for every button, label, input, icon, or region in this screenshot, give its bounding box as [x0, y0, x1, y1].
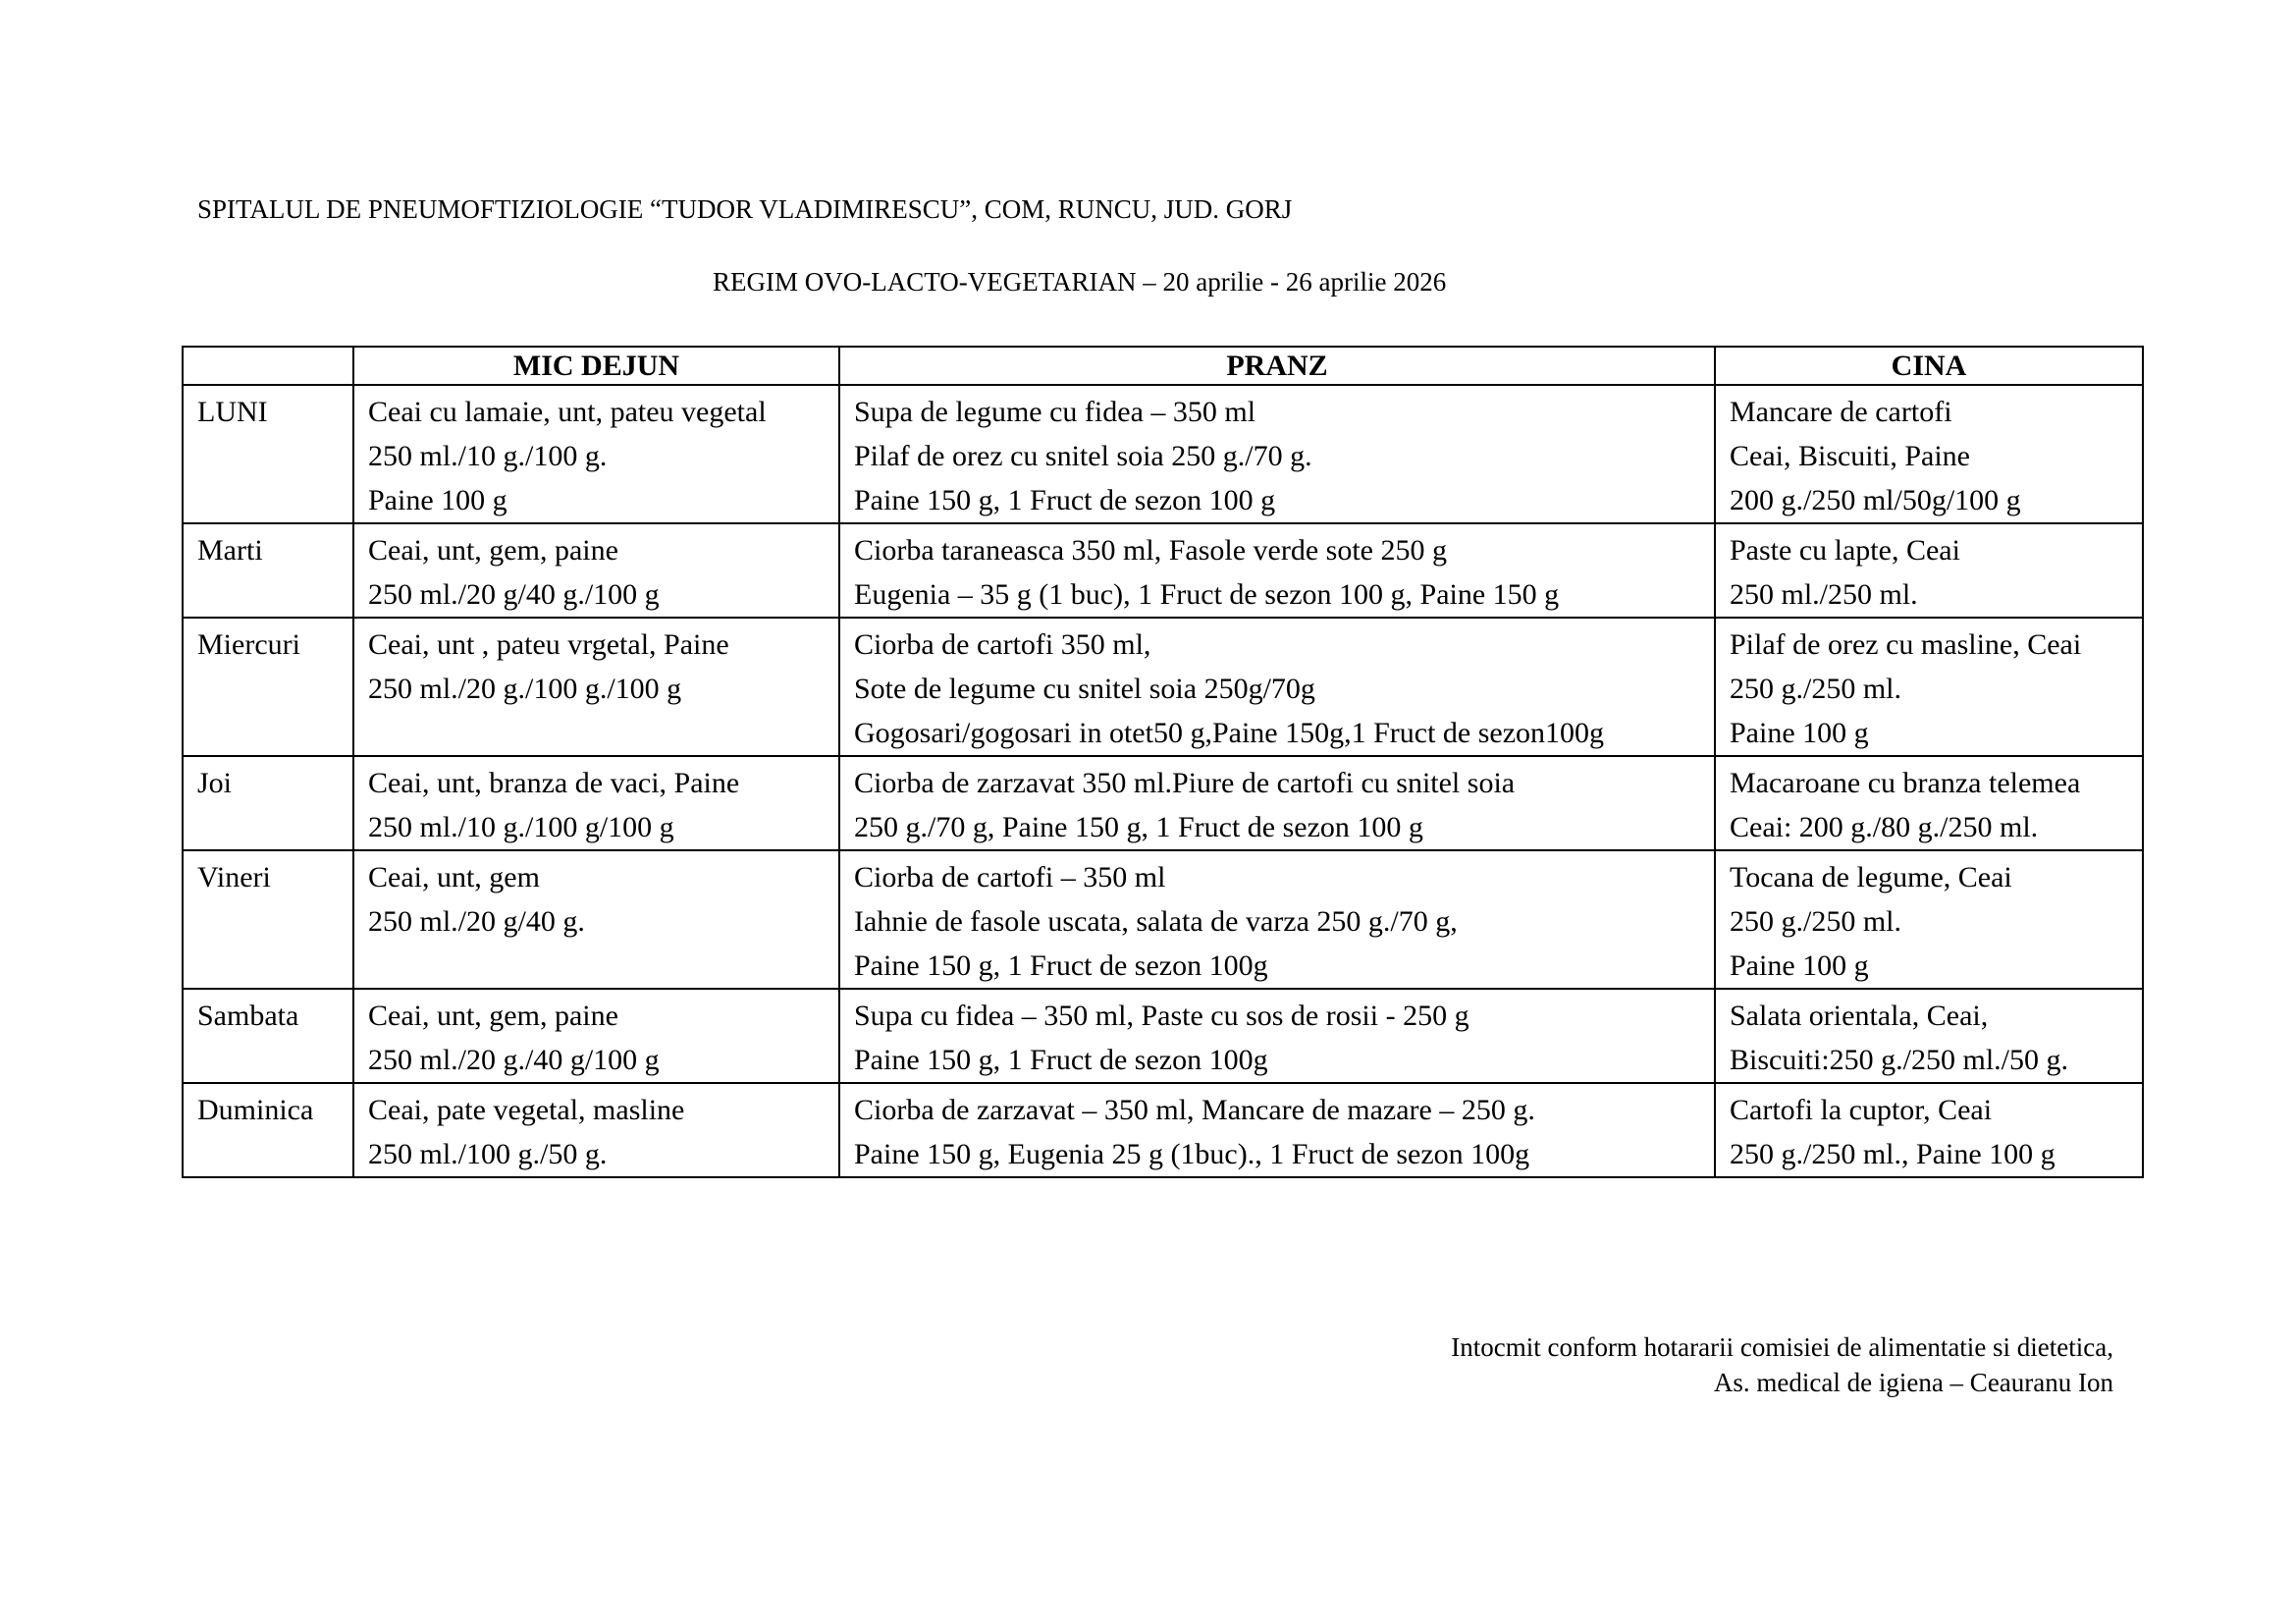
day-cell [183, 385, 353, 523]
menu-line: Ceai, unt , pateu vrgetal, Paine [368, 628, 729, 661]
menu-line: 250 ml./20 g./40 g/100 g [368, 1044, 660, 1076]
menu-line: Ceai, unt, gem, paine [368, 1000, 618, 1032]
pranz-cell [839, 989, 1715, 1083]
menu-line: Paine 100 g [1730, 717, 1869, 749]
menu-line: 250 g./70 g, Paine 150 g, 1 Fruct de sezon 100 g [854, 811, 1423, 843]
menu-line: Biscuiti:250 g./250 ml./50 g. [1730, 1044, 2069, 1076]
table-row [183, 989, 2143, 1083]
table-body [183, 385, 2143, 1177]
menu-line: 250 ml./20 g/40 g. [368, 905, 585, 938]
mic-dejun-cell [353, 618, 839, 756]
menu-line: Ceai, unt, branza de vaci, Paine [368, 767, 740, 799]
menu-line: 250 g./250 ml. [1730, 673, 1902, 705]
menu-line: 250 g./250 ml., Paine 100 g [1730, 1138, 2056, 1170]
day-cell [183, 523, 353, 618]
menu-line: Paine 100 g [1730, 949, 1869, 982]
table-row [183, 523, 2143, 618]
menu-line: 250 ml./20 g./100 g./100 g [368, 673, 682, 705]
menu-line: Paine 150 g, 1 Fruct de sezon 100g [854, 949, 1268, 982]
menu-line: Pilaf de orez cu masline, Ceai [1730, 628, 2082, 661]
day-cell [183, 756, 353, 850]
menu-line: Ceai: 200 g./80 g./250 ml. [1730, 811, 2039, 843]
menu-line: Pilaf de orez cu snitel soia 250 g./70 g. [854, 440, 1312, 472]
header-cell-mic-dejun: MIC DEJUN [353, 347, 839, 385]
menu-line: Paste cu lapte, Ceai [1730, 534, 1960, 567]
menu-line: Ciorba de zarzavat 350 ml.Piure de cartofi cu snitel soia [854, 767, 1516, 799]
menu-line: Ceai, pate vegetal, masline [368, 1094, 685, 1126]
menu-line: Ceai, Biscuiti, Paine [1730, 440, 1970, 472]
day-label: Joi [197, 767, 233, 799]
table-row [183, 1083, 2143, 1177]
day-label: Sambata [197, 1000, 299, 1032]
pranz-cell [839, 385, 1715, 523]
pranz-cell [839, 850, 1715, 989]
pranz-cell [839, 756, 1715, 850]
menu-line: Paine 150 g, 1 Fruct de sezon 100g [854, 1044, 1268, 1076]
day-label: Duminica [197, 1094, 314, 1126]
menu-line: Ciorba de cartofi 350 ml, [854, 628, 1151, 661]
pranz-cell [839, 618, 1715, 756]
footer [1451, 1329, 2113, 1400]
menu-line: 250 ml./10 g./100 g. [368, 440, 608, 472]
pranz-cell [839, 523, 1715, 618]
header-cell-pranz: PRANZ [839, 347, 1715, 385]
day-cell [183, 618, 353, 756]
footer-line-2: As. medical de igiena – Ceauranu Ion [1713, 1368, 2113, 1397]
cina-cell [1715, 523, 2143, 618]
mic-dejun-cell [353, 523, 839, 618]
cina-cell [1715, 385, 2143, 523]
menu-line: 250 ml./250 ml. [1730, 578, 1918, 611]
day-label: Marti [197, 534, 263, 567]
pranz-cell [839, 1083, 1715, 1177]
cina-cell [1715, 989, 2143, 1083]
menu-table [182, 346, 2144, 1178]
day-cell [183, 989, 353, 1083]
menu-line: Ciorba taraneasca 350 ml, Fasole verde sote 250 g [854, 534, 1447, 567]
mic-dejun-cell [353, 1083, 839, 1177]
menu-line: Cartofi la cuptor, Ceai [1730, 1094, 1993, 1126]
table-row [183, 618, 2143, 756]
table-row [183, 850, 2143, 989]
table-header-row [183, 347, 2143, 385]
header-cell-cina: CINA [1715, 347, 2143, 385]
menu-line: Supa cu fidea – 350 ml, Paste cu sos de rosii - 250 g [854, 1000, 1469, 1032]
mic-dejun-cell [353, 850, 839, 989]
menu-line: 250 ml./100 g./50 g. [368, 1138, 608, 1170]
menu-line: Sote de legume cu snitel soia 250g/70g [854, 673, 1315, 705]
day-cell [183, 850, 353, 989]
mic-dejun-cell [353, 756, 839, 850]
menu-line: Ceai, unt, gem [368, 861, 540, 893]
menu-line: Tocana de legume, Ceai [1730, 861, 2012, 893]
menu-line: Ceai cu lamaie, unt, pateu vegetal [368, 396, 767, 428]
header-cell-day [183, 347, 353, 385]
hospital-name: SPITALUL DE PNEUMOFTIZIOLOGIE “TUDOR VLADIMIRESCU”, COM, RUNCU, JUD. GORJ [197, 194, 1293, 224]
day-label: Miercuri [197, 628, 300, 661]
menu-line: 250 g./250 ml. [1730, 905, 1902, 938]
mic-dejun-cell [353, 385, 839, 523]
mic-dejun-cell [353, 989, 839, 1083]
menu-line: 200 g./250 ml/50g/100 g [1730, 484, 2021, 516]
cina-cell [1715, 1083, 2143, 1177]
menu-line: Paine 150 g, 1 Fruct de sezon 100 g [854, 484, 1276, 516]
menu-line: Salata orientala, Ceai, [1730, 1000, 1989, 1032]
menu-line: Ceai, unt, gem, paine [368, 534, 618, 567]
day-label: Vineri [197, 861, 271, 893]
menu-line: Iahnie de fasole uscata, salata de varza 250 g./70 g, [854, 905, 1458, 938]
menu-line: Gogosari/gogosari in otet50 g,Paine 150g,1 Fruct de sezon100g [854, 717, 1605, 749]
regime-title: REGIM OVO-LACTO-VEGETARIAN – 20 aprilie - 26 aprilie 2026 [713, 267, 1447, 297]
menu-line: Paine 100 g [368, 484, 507, 516]
day-cell [183, 1083, 353, 1177]
menu-line: Eugenia – 35 g (1 buc), 1 Fruct de sezon 100 g, Paine 150 g [854, 578, 1560, 611]
cina-cell [1715, 850, 2143, 989]
day-label: LUNI [197, 396, 268, 428]
cina-cell [1715, 618, 2143, 756]
table-row [183, 385, 2143, 523]
menu-line: Paine 150 g, Eugenia 25 g (1buc)., 1 Fruct de sezon 100g [854, 1138, 1530, 1170]
table-row [183, 756, 2143, 850]
menu-line: 250 ml./10 g./100 g/100 g [368, 811, 674, 843]
menu-line: Macaroane cu branza telemea [1730, 767, 2081, 799]
menu-line: Ciorba de zarzavat – 350 ml, Mancare de mazare – 250 g. [854, 1094, 1535, 1126]
menu-line: Supa de legume cu fidea – 350 ml [854, 396, 1256, 428]
cina-cell [1715, 756, 2143, 850]
menu-line: Ciorba de cartofi – 350 ml [854, 861, 1166, 893]
menu-line: Mancare de cartofi [1730, 396, 1952, 428]
menu-line: 250 ml./20 g/40 g./100 g [368, 578, 660, 611]
footer-line-1: Intocmit conform hotararii comisiei de alimentatie si dietetica, [1451, 1332, 2113, 1362]
